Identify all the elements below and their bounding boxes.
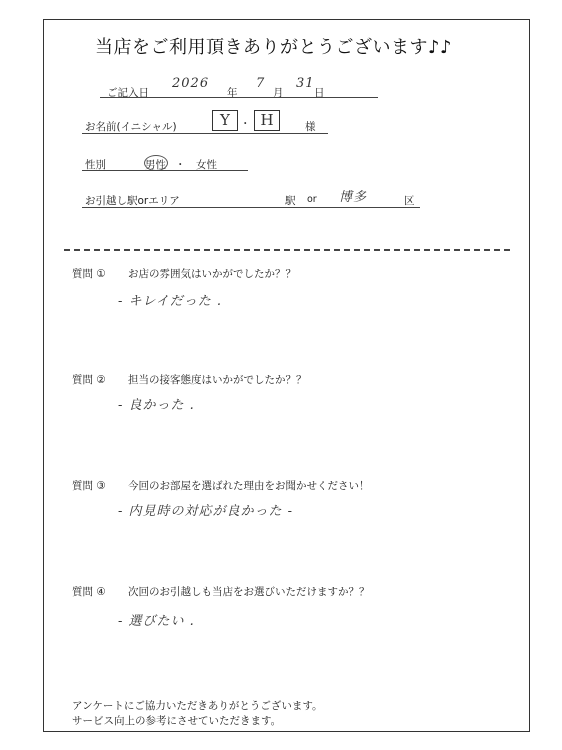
question-3-text: 今回のお部屋を選ばれた理由をお聞かせください！: [128, 480, 370, 492]
honorific-label: 様: [305, 121, 316, 133]
section-divider: [64, 249, 510, 251]
initial-box-2: H: [254, 110, 280, 131]
question-4-label: 質問 ④: [72, 586, 106, 598]
moving-station: 駅: [285, 195, 296, 207]
gender-female: 女性: [196, 159, 217, 171]
question-3-answer: - 内見時の対応が良かった -: [118, 504, 294, 519]
entry-date-label: ご記入日: [107, 87, 149, 99]
name-label: お名前(イニシャル): [85, 121, 177, 133]
moving-underline: [82, 207, 420, 208]
question-4-text: 次回のお引越しも当店をお選びいただけますか？？: [128, 586, 370, 598]
question-1-text: お店の雰囲気はいかがでしたか？？: [128, 268, 296, 280]
question-4-answer: - 選びたい .: [118, 614, 195, 629]
entry-day: 31: [296, 76, 315, 91]
footer-line-1: アンケートにご協力いただきありがとうございます。: [72, 700, 323, 712]
question-2-answer: - 良かった .: [118, 398, 195, 413]
entry-month: 7: [256, 76, 266, 91]
gender-label: 性別: [85, 159, 106, 171]
question-2-label: 質問 ②: [72, 374, 106, 386]
gender-underline: [82, 170, 248, 171]
entry-year: 2026: [172, 76, 210, 91]
entry-month-unit: 月: [273, 87, 284, 99]
moving-label: お引越し駅orエリア: [85, 195, 180, 207]
initial-separator: ・: [240, 118, 251, 130]
moving-ward: 区: [404, 195, 415, 207]
entry-date-underline: [100, 97, 378, 98]
moving-or: or: [307, 194, 317, 205]
gender-male: 男性: [145, 159, 166, 171]
name-underline: [82, 133, 328, 134]
moving-area: 博多: [339, 190, 368, 205]
question-3-label: 質問 ③: [72, 480, 106, 492]
initial-box-1: Y: [212, 110, 238, 131]
footer-line-2: サービス向上の参考にさせていただきます。: [72, 715, 282, 727]
survey-title: 当店をご利用頂きありがとうございます♪♪: [95, 37, 452, 58]
entry-year-unit: 年: [227, 87, 238, 99]
entry-day-unit: 日: [314, 87, 325, 99]
question-2-text: 担当の接客態度はいかがでしたか？？: [128, 374, 307, 386]
question-1-answer: - キレイだった .: [118, 294, 223, 309]
question-1-label: 質問 ①: [72, 268, 106, 280]
gender-separator: ・: [175, 159, 186, 171]
